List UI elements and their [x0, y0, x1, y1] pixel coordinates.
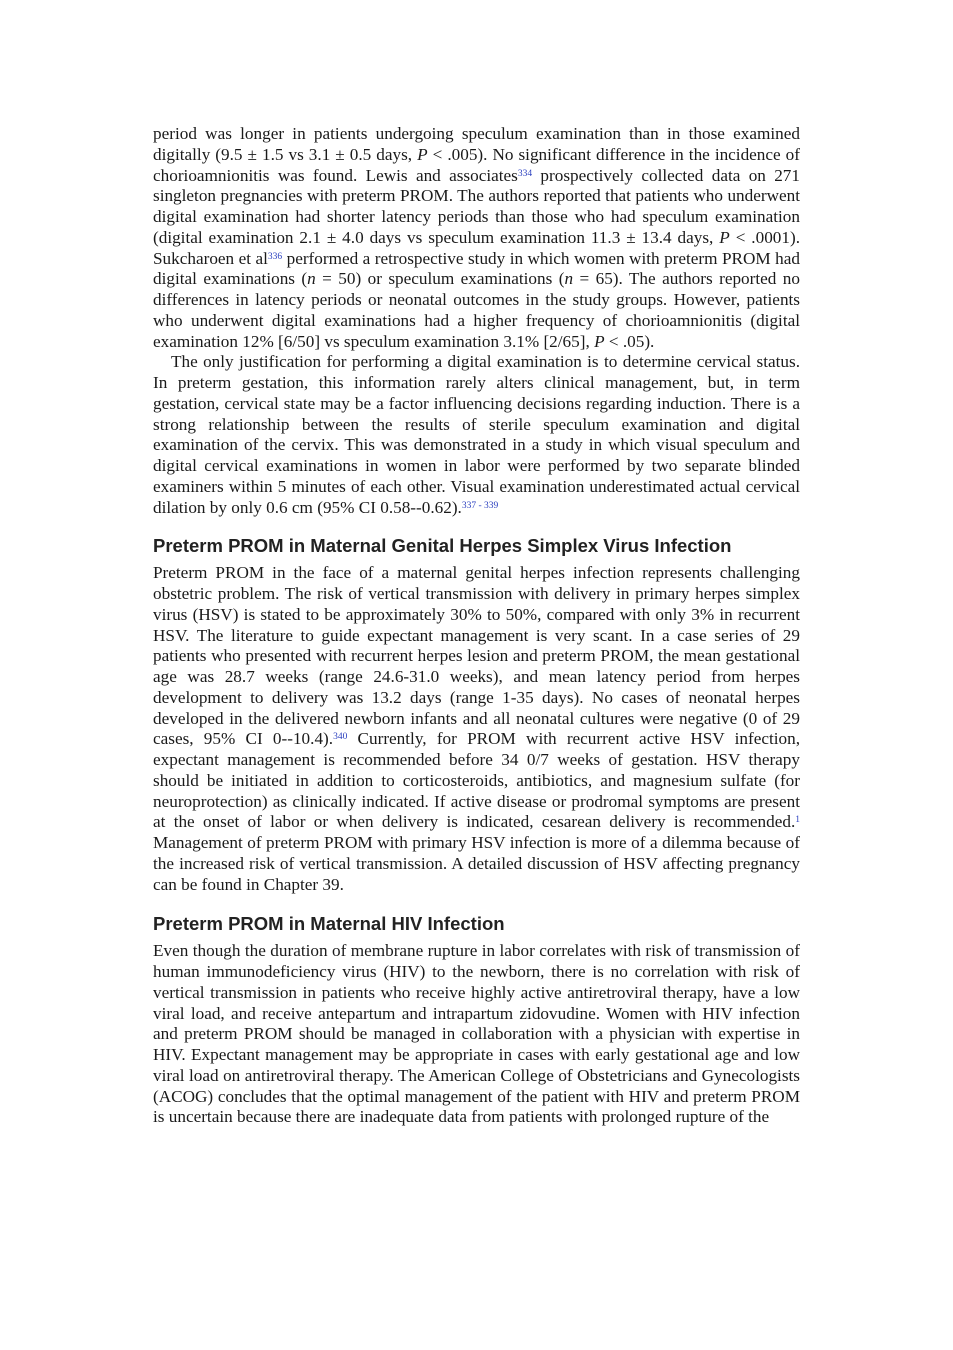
- reference-link[interactable]: 336: [267, 251, 283, 262]
- document-page: [153, 124, 800, 1128]
- reference-link[interactable]: 1: [795, 815, 800, 826]
- reference-link[interactable]: 337 - 339: [461, 500, 499, 511]
- paragraph-cervical-status: The only justification for performing a digital examination is to determine cervical status. In preterm gestation, this information rarely alters clinical management, but, in term gestation, cervical state may be a factor influencing decisions regarding induction. There is a strong relationship between the results of sterile speculum examination and digital examination of the cervix. This was demonstrated in a study in which visual speculum and digital cervical examinations in women in labor were performed by two separate blinded examiners within 5 minutes of each other. Visual examination underestimated actual cervical dilation by only 0.6 cm (95% CI 0.58--0.62).$^{337 - 339}$: [153, 352, 800, 517]
- paragraph-herpes: Preterm PROM in the face of a maternal genital herpes infection represents challenging obstetric problem. The risk of vertical transmission with delivery in primary herpes simplex virus (HSV) is stated to be approximately 30% to 50%, compared with only 3% in recurrent HSV. The literature to guide expectant management is very scant. In a case series of 29 patients who presented with recurrent herpes lesion and preterm PROM, the mean gestational age was 28.7 weeks (range 24.6-31.0 weeks), and mean latency period from herpes development to delivery was 13.2 days (range 1-35 days). No cases of neonatal herpes developed in the delivered newborn infants and all neonatal cultures were negative (0 of 29 cases, 95% CI 0--10.4).$^{340}$ Currently, for PROM with recurrent active HSV infection, expectant management is recommended before 34 0/7 weeks of gestation. HSV therapy should be initiated in addition to corticosteroids, antibiotics, and magnesium sulfate (for neuroprotection) as clinically indicated. If active disease or prodromal symptoms are present at the onset of labor or when delivery is indicated, cesarean delivery is recommended.$^1$ Management of preterm PROM with primary HSV infection is more of a dilemma because of the increased risk of vertical transmission. A detailed discussion of HSV affecting pregnancy can be found in Chapter 39.: [153, 563, 800, 894]
- section-heading-hiv: Preterm PROM in Maternal HIV Infection: [153, 913, 505, 935]
- section-heading-herpes: Preterm PROM in Maternal Genital Herpes Simplex Virus Infection: [153, 535, 732, 557]
- paragraph-hiv: Even though the duration of membrane rupture in labor correlates with risk of transmission of human immunodeficiency virus (HIV) to the newborn, there is no correlation with risk of vertical transmission in patients who receive highly active antiretroviral therapy, have a low viral load, and receive antepartum and intrapartum zidovudine. Women with HIV infection and preterm PROM should be managed in collaboration with a physician with expertise in HIV. Expectant management may be appropriate in cases with early gestational age and low viral load on antiretroviral therapy. The American College of Obstetricians and Gynecologists (ACOG) concludes that the optimal management of the patient with HIV and preterm PROM is uncertain because there are inadequate data from patients with prolonged rupture of the: [153, 941, 800, 1127]
- paragraph-digital-vs-speculum: period was longer in patients undergoing speculum examination than in those examined digitally (9.5 ± 1.5 vs 3.1 ± 0.5 days, P < .005). No significant difference in the incidence of chorioamnionitis was found. Lewis and associates$^{334}$ prospectively collected data on 271 singleton pregnancies with preterm PROM. The authors reported that patients who underwent digital examination had shorter latency periods than those who had speculum examination (digital examination 2.1 ± 4.0 days vs speculum examination 11.3 ± 13.4 days, P < .0001). Sukcharoen et al$^{336}$ performed a retrospective study in which women with preterm PROM had digital examinations (n = 50) or speculum examinations (n = 65). The authors reported no differences in latency periods or neonatal outcomes in the study groups. However, patients who underwent digital examinations had a higher frequency of chorioamnionitis (digital examination 12% [6/50] vs speculum examination 3.1% [2/65], P < .05).: [153, 124, 800, 351]
- reference-link[interactable]: 340: [333, 732, 348, 743]
- reference-link[interactable]: 334: [517, 168, 533, 179]
